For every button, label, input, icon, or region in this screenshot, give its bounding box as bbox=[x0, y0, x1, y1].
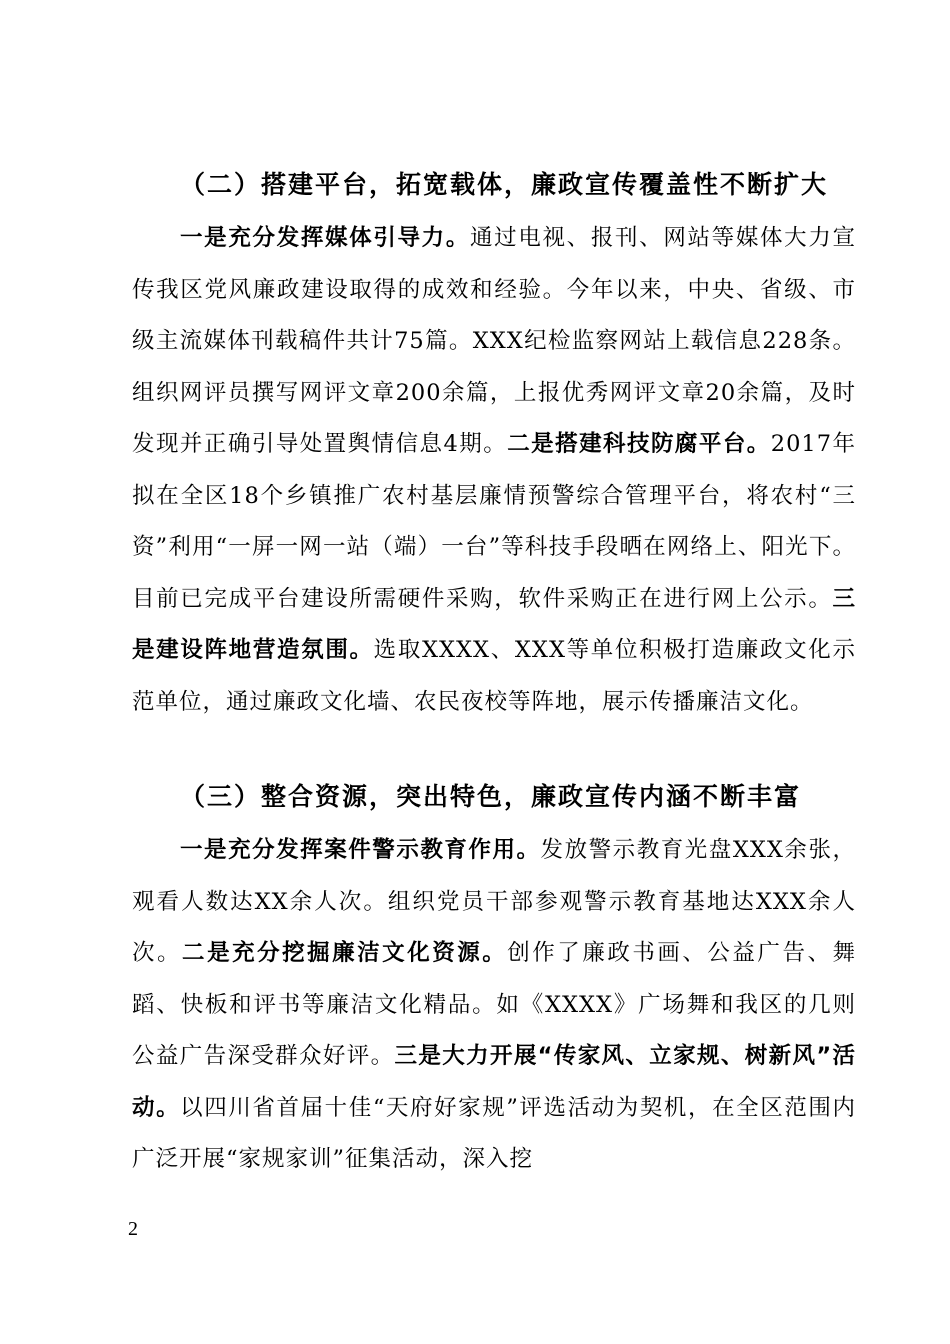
point-3-text: 选取XXXX、XXX等单位积极打造廉政文化示范单位，通过廉政文化墙、农民夜校等阵地，展示传播廉洁文化。 bbox=[132, 637, 856, 715]
point-3-text: 以四川省首届十佳“天府好家规”评选活动为契机，在全区范围内广泛开展“家规家训”征集活动，深入挖 bbox=[132, 1094, 856, 1172]
section-2-paragraph bbox=[132, 213, 856, 728]
point-1-title: 一是充分发挥案件警示教育作用。 bbox=[180, 837, 541, 863]
page-number: 2 bbox=[128, 1218, 138, 1240]
section-3-paragraph bbox=[132, 825, 856, 1186]
point-3-title: 三是建设阵地营造氛围。 bbox=[132, 585, 856, 663]
section-2-heading: （二）搭建平台，拓宽载体，廉政宣传覆盖性不断扩大 bbox=[180, 170, 829, 199]
point-2-text: 2017年拟在全区18个乡镇推广农村基层廉情预警综合管理平台，将农村“三资”利用“一屏一网一站（端）一台”等科技手段晒在网络上、阳光下。目前已完成平台建设所需硬件采购，软件采购正在进行网上公示。 bbox=[132, 431, 856, 612]
point-1-text: 发放警示教育光盘XXX余张，观看人数达XX余人次。组织党员干部参观警示教育基地达XXX余人次。 bbox=[132, 837, 856, 966]
point-2-title: 二是搭建科技防腐平台。 bbox=[507, 431, 771, 457]
point-3-title: 三是大力开展“传家风、立家规、树新风”活动。 bbox=[132, 1043, 856, 1121]
point-1-title: 一是充分发挥媒体引导力。 bbox=[180, 225, 470, 251]
point-2-title: 二是充分挖掘廉洁文化资源。 bbox=[182, 940, 508, 966]
section-3-heading: （三）整合资源，突出特色，廉政宣传内涵不断丰富 bbox=[180, 782, 802, 811]
point-1-text: 通过电视、报刊、网站等媒体大力宣传我区党风廉政建设取得的成效和经验。今年以来，中央、省级、市级主流媒体刊载稿件共计75篇。XXX纪检监察网站上载信息228条。组织网评员撰写网评文章200余篇，上报优秀网评文章20余篇，及时发现并正确引导处置舆情信息4期。 bbox=[132, 225, 856, 457]
point-2-text: 创作了廉政书画、公益广告、舞蹈、快板和评书等廉洁文化精品。如《XXXX》广场舞和我区的几则公益广告深受群众好评。 bbox=[132, 940, 856, 1069]
